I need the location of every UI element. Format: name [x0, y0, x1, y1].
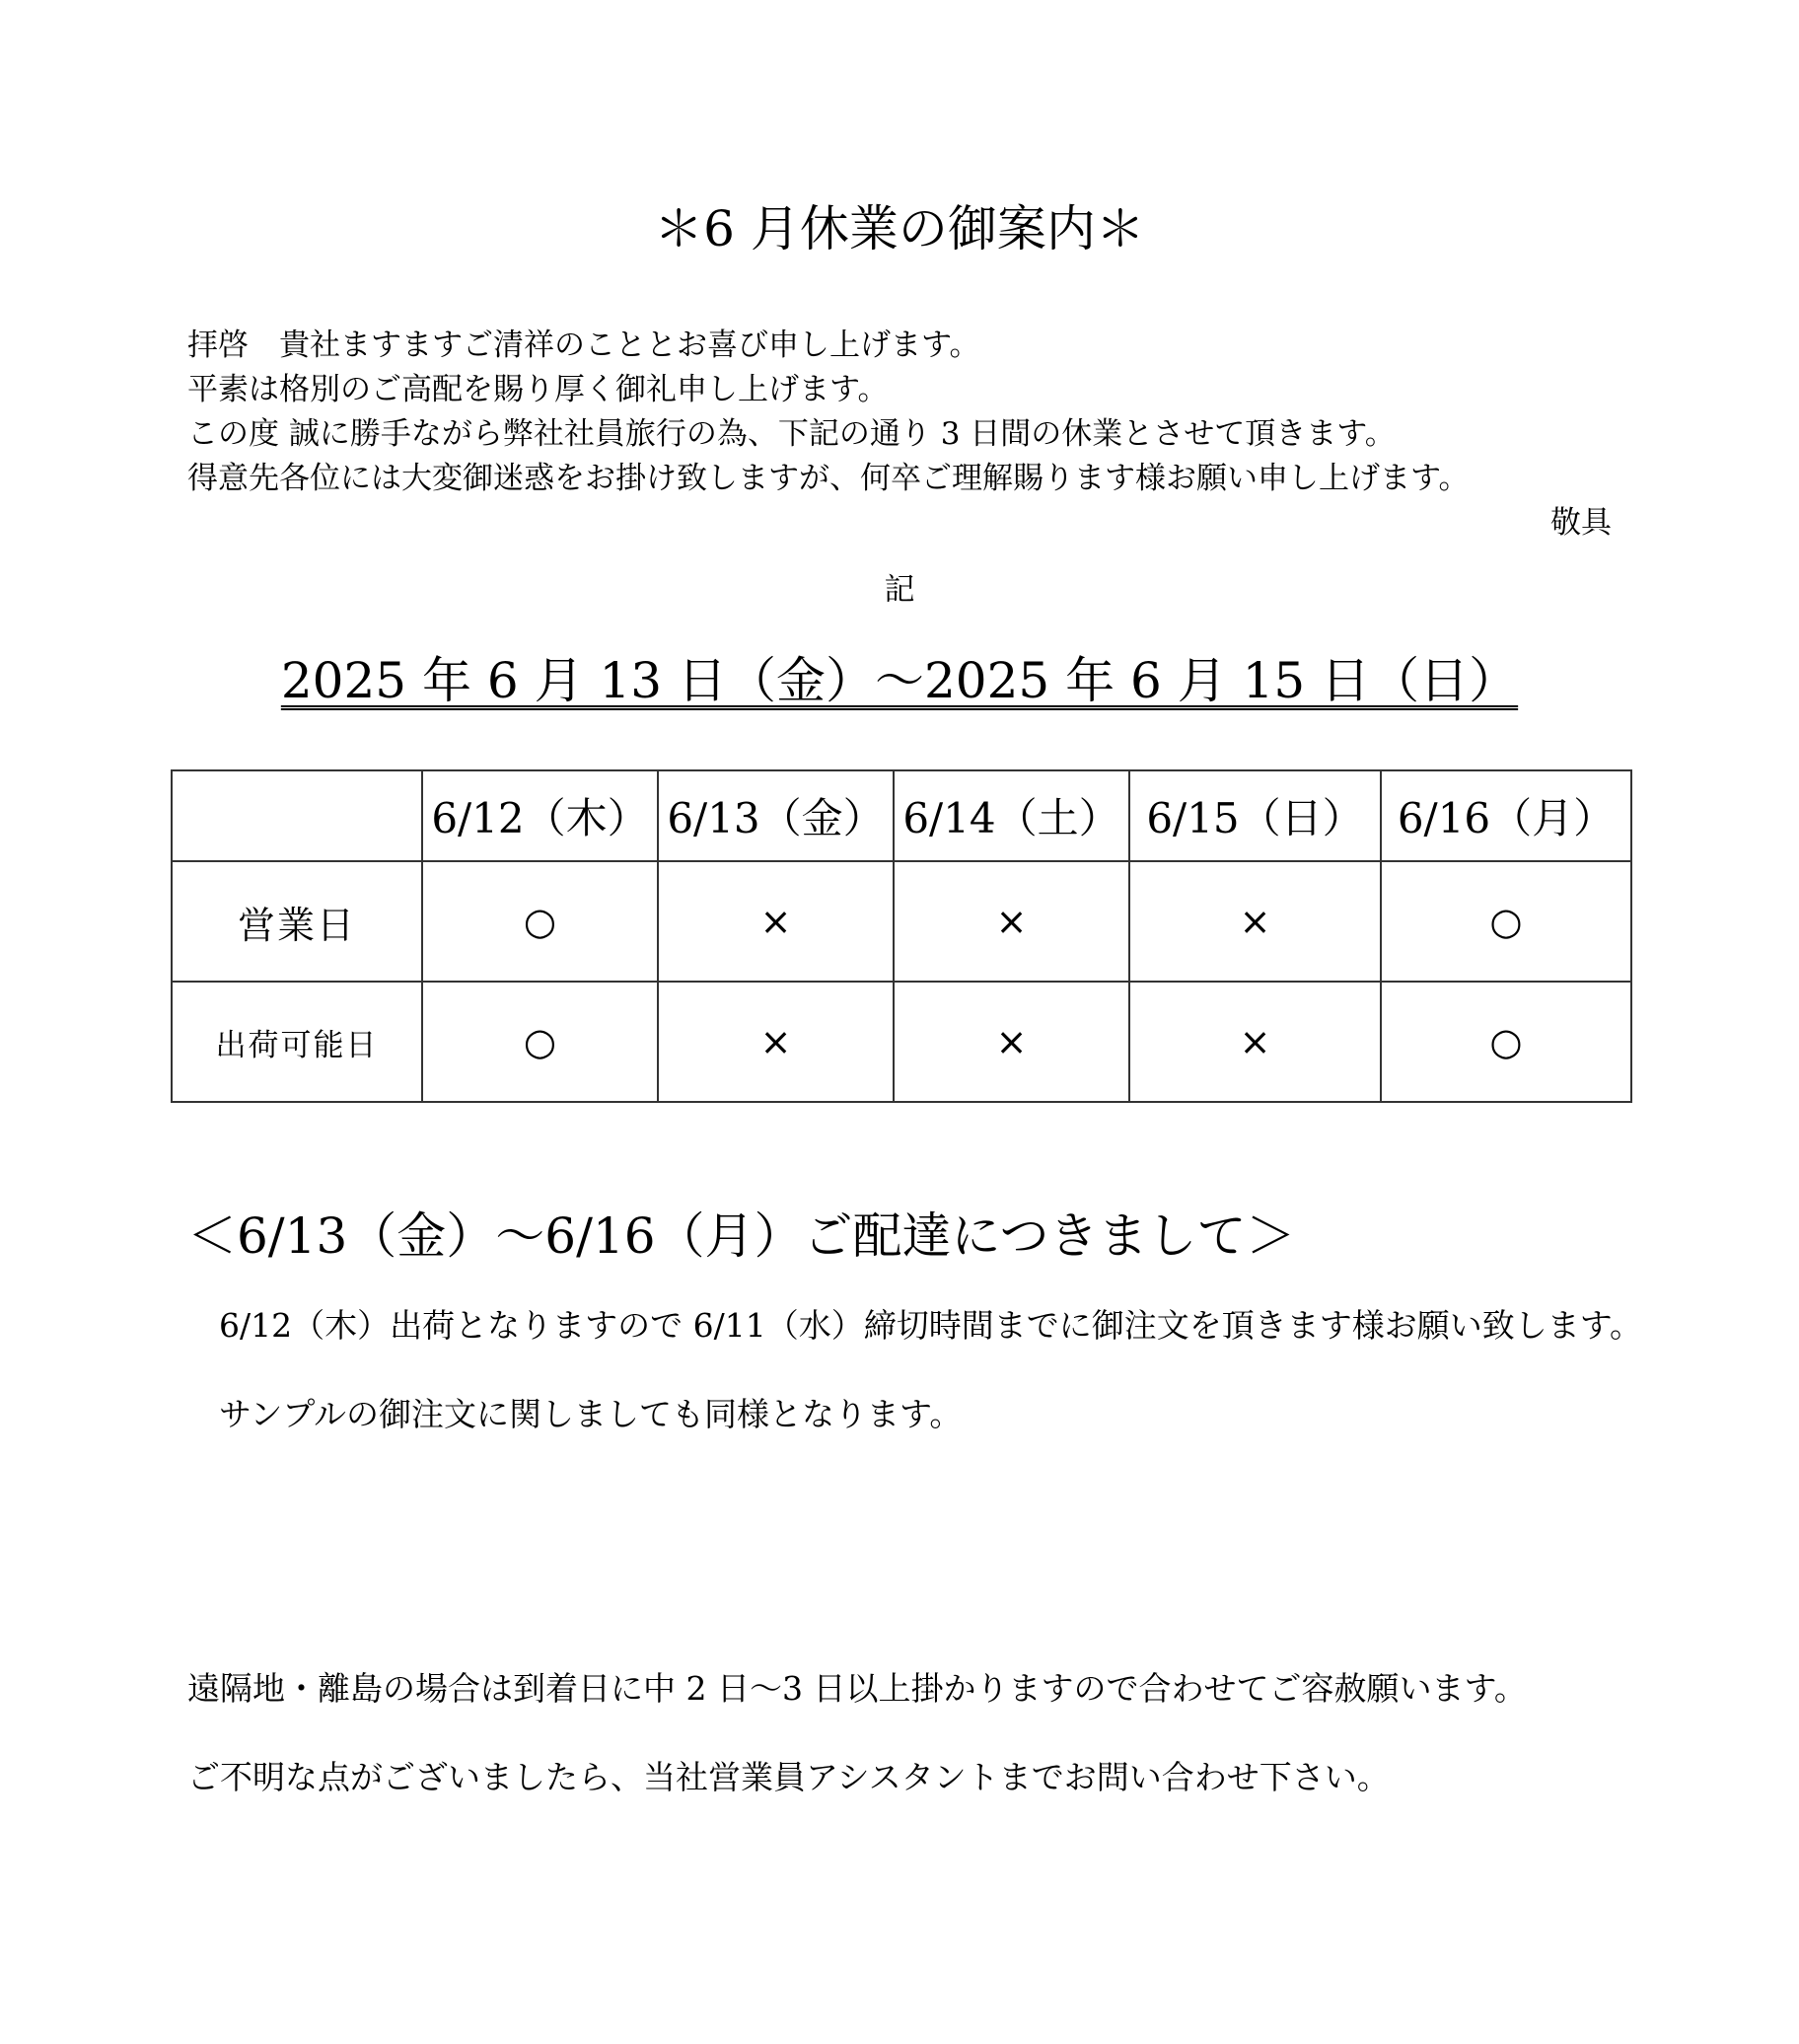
delivery-note: 6/12（木）出荷となりますので 6/11（水）締切時間までに御注文を頂きます様お願い致します。: [219, 1306, 1643, 1345]
schedule-date-header: 6/15（日）: [1129, 770, 1381, 861]
schedule-mark: ○: [422, 861, 658, 982]
delivery-note: サンプルの御注文に関しましても同様となります。: [219, 1395, 963, 1433]
schedule-row-label: 出荷可能日: [172, 982, 422, 1102]
schedule-table: [171, 769, 1632, 1103]
greeting-line: 拝啓 貴社ますますご清祥のこととお喜び申し上げます。: [187, 328, 980, 363]
schedule-mark: ×: [894, 982, 1129, 1102]
schedule-corner-cell: [172, 770, 422, 861]
delivery-heading: ＜6/13（金）～6/16（月）ご配達につきまして＞: [187, 1207, 1296, 1265]
schedule-mark: ×: [1129, 861, 1381, 982]
schedule-mark: ×: [894, 861, 1129, 982]
greeting-paragraph: [187, 324, 1470, 501]
schedule-date-header: 6/13（金）: [658, 770, 894, 861]
schedule-mark: ×: [658, 861, 894, 982]
closing-keigu: 敬具: [1550, 505, 1612, 541]
schedule-mark: ○: [1381, 861, 1631, 982]
greeting-line: 得意先各位には大変御迷惑をお掛け致しますが、何卒ご理解賜ります様お願い申し上げます。: [187, 461, 1470, 496]
greeting-line: 平素は格別のご高配を賜り厚く御礼申し上げます。: [187, 372, 889, 407]
schedule-date-header: 6/12（木）: [422, 770, 658, 861]
schedule-date-header: 6/16（月）: [1381, 770, 1631, 861]
closure-date-range: [0, 646, 1799, 715]
schedule-row-label: 営業日: [172, 861, 422, 982]
schedule-row-business-day: [172, 861, 1631, 982]
remote-area-note: 遠隔地・離島の場合は到着日に中 2 日～3 日以上掛かりますので合わせてご容赦願います。: [187, 1669, 1527, 1708]
schedule-mark: ×: [658, 982, 894, 1102]
schedule-mark: ○: [1381, 982, 1631, 1102]
contact-note: ご不明な点がございましたら、当社営業員アシスタントまでお問い合わせ下さい。: [187, 1758, 1390, 1796]
schedule-mark: ×: [1129, 982, 1381, 1102]
schedule-mark: ○: [422, 982, 658, 1102]
ki-marker: 記: [884, 572, 915, 608]
schedule-date-header: 6/14（土）: [894, 770, 1129, 861]
page-title: ＊6 月休業の御案内＊: [654, 200, 1145, 257]
closure-date-range-text: 2025 年 6 月 13 日（金）～2025 年 6 月 15 日（日）: [280, 652, 1519, 709]
schedule-row-shipping-day: [172, 982, 1631, 1102]
schedule-header-row: [172, 770, 1631, 861]
greeting-line: この度 誠に勝手ながら弊社社員旅行の為、下記の通り 3 日間の休業とさせて頂きます。: [187, 416, 1396, 452]
